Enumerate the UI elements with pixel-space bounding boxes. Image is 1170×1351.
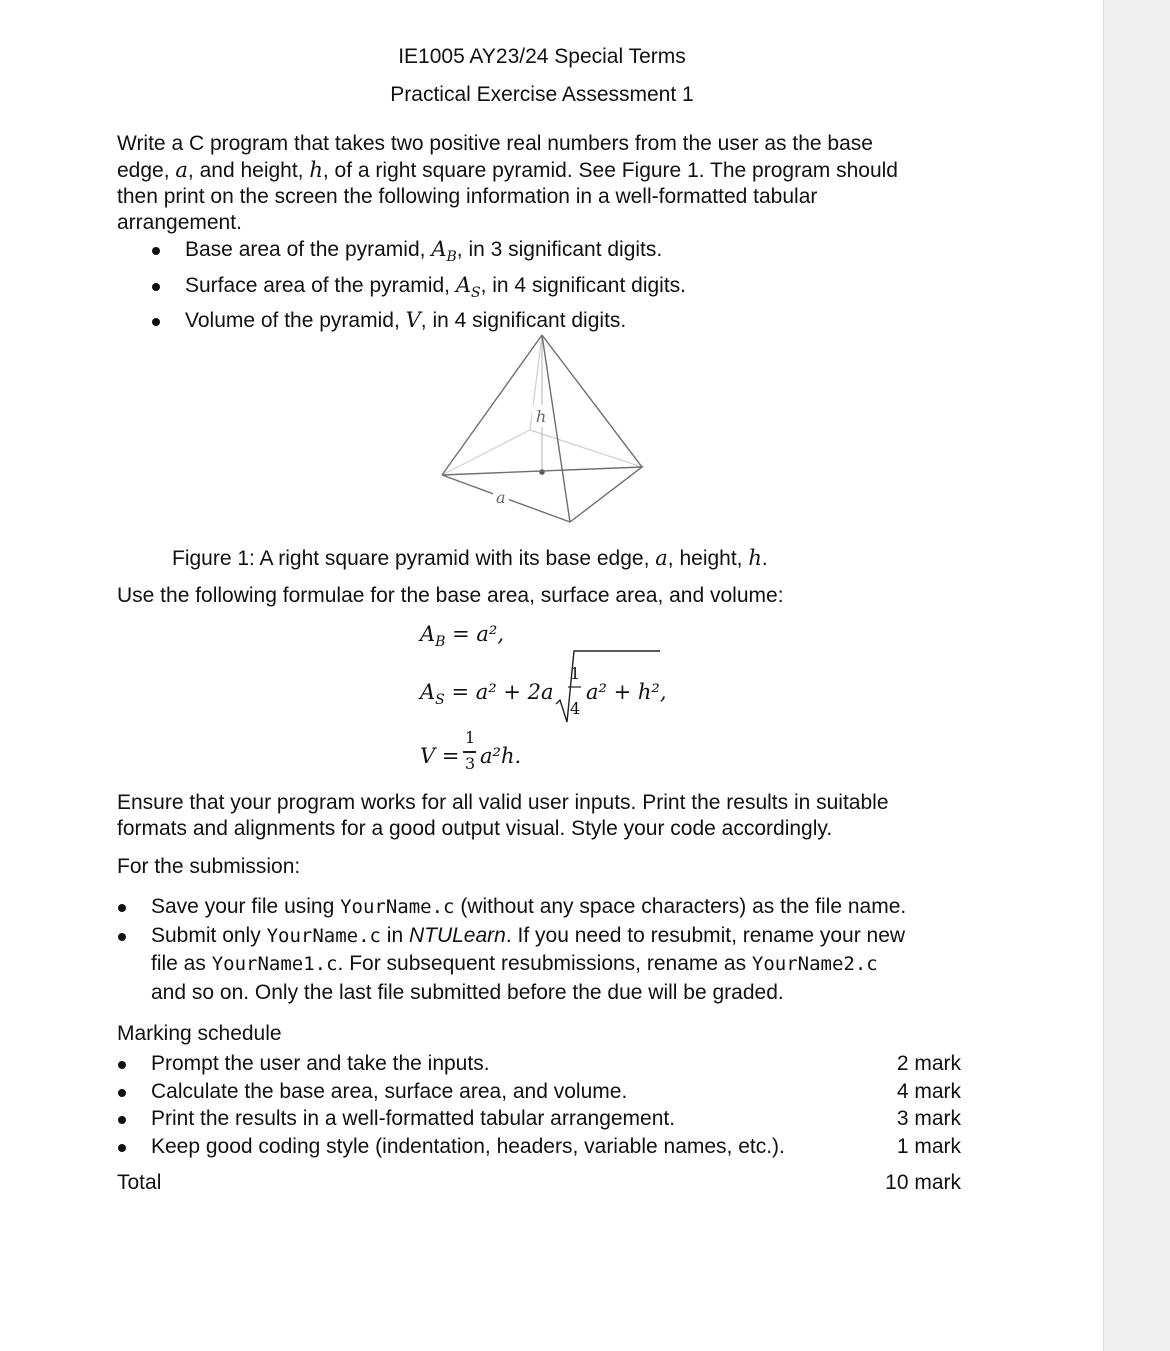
pyramid-figure	[430, 325, 655, 535]
total-marks: 10 mark	[885, 1171, 961, 1194]
surface-area-formula: $A_S = a^2 + 2a$	[420, 680, 554, 709]
ensure-paragraph: Ensure that your program works for all valid user inputs. Print the results in suitable formats and alignments for a good output visual. Style your code accordingly.	[117, 791, 889, 840]
marks-value: 4 mark	[896, 1079, 961, 1103]
intro-line-4: arrangement.	[117, 211, 242, 234]
total-label: Total	[117, 1171, 162, 1194]
base-area-formula: $A_B = a^2$,	[420, 622, 505, 651]
surface-root-term: a² + h²,	[586, 680, 667, 704]
submission-heading: For the submission:	[117, 855, 301, 878]
quarter-numerator: 1	[570, 664, 581, 683]
marks-value: 3 mark	[896, 1107, 961, 1130]
marks-value: 2 mark	[896, 1052, 961, 1075]
fraction-bar	[463, 751, 476, 753]
list-item: Keep good coding style (indentation, headers, variable names, etc.). 1 mark	[151, 1133, 961, 1161]
third-numerator: 1	[465, 728, 476, 747]
list-item: Volume of the pyramid, V, in 4 significant digits.	[185, 307, 686, 335]
page-title: IE1005 AY23/24 Special Terms	[398, 45, 686, 68]
list-item: Save your file using YourName.c (without any space characters) as the file name.	[151, 893, 981, 922]
volume-rhs: a²h.	[480, 744, 522, 768]
list-item: Print the results in a well-formatted tabular arrangement. 3 mark	[151, 1105, 961, 1133]
total-row	[117, 1171, 961, 1195]
list-item: Calculate the base area, surface area, and volume. 4 mark	[151, 1078, 961, 1106]
marking-heading: Marking schedule	[117, 1022, 282, 1045]
list-item: Submit only YourName.c in NTULearn. If you need to resubmit, rename your new file as YourName1.c. For subsequent resubmissions, rename as YourName2.c and so on. Only the last file submitted before the due will be graded.	[151, 922, 981, 1007]
marking-list	[151, 1050, 961, 1160]
requirements-list	[185, 236, 686, 335]
page-subtitle: Practical Exercise Assessment 1	[390, 83, 694, 106]
intro-line-3: then print on the screen the following information in a well-formatted tabular	[117, 185, 818, 208]
quarter-denominator: 4	[570, 699, 581, 718]
viewer-side-gutter	[1103, 0, 1170, 1351]
marks-value: 1 mark	[896, 1134, 961, 1158]
third-denominator: 3	[465, 754, 476, 773]
formulae-lead: Use the following formulae for the base area, surface area, and volume:	[117, 584, 784, 607]
list-item: Base area of the pyramid, $A_B$, in 3 significant digits.	[185, 236, 686, 272]
submission-list	[151, 893, 981, 1006]
height-label: h	[536, 407, 547, 426]
volume-formula: V =	[420, 744, 460, 768]
figure-caption: Figure 1: A right square pyramid with its base edge, a, height, h.	[172, 546, 768, 570]
intro-paragraph	[117, 131, 977, 236]
intro-line-2: edge, a, and height, h, of a right square pyramid. See Figure 1. The program should	[117, 158, 898, 182]
base-edge-label: a	[496, 488, 506, 507]
intro-line-1: Write a C program that takes two positive real numbers from the user as the base	[117, 132, 873, 155]
list-item: Prompt the user and take the inputs. 2 mark	[151, 1050, 961, 1078]
list-item: Surface area of the pyramid, $A_S$, in 4 significant digits.	[185, 272, 686, 308]
